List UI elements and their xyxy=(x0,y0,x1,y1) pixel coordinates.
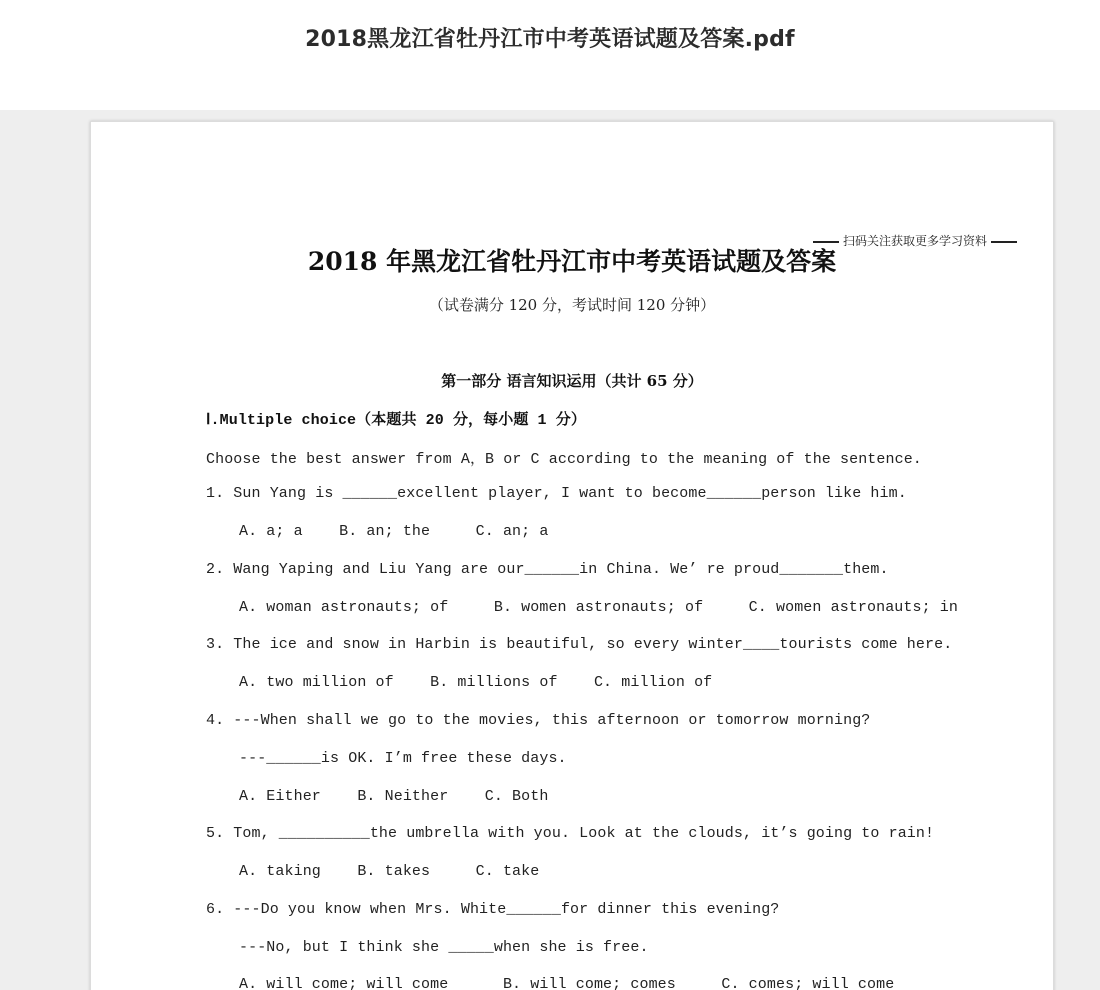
part-title: 第一部分 语言知识运用（共计 65 分） xyxy=(441,372,703,390)
question-4-stem: 4. ---When shall we go to the movies, this afternoon or tomorrow morning? xyxy=(206,712,871,729)
document-title: 2018 年黑龙江省牡丹江市中考英语试题及答案 xyxy=(307,247,837,276)
question-3-options: A. two million of B. millions of C. million of xyxy=(239,674,713,691)
pdf-viewer[interactable] xyxy=(0,110,1100,990)
question-5-options: A. taking B. takes C. take xyxy=(239,863,540,880)
question-5-stem: 5. Tom, __________the umbrella with you. Look at the clouds, it’s going to rain! xyxy=(206,825,935,842)
question-4-reply: ---______is OK. I’m free these days. xyxy=(239,750,567,767)
file-title: 2018黑龙江省牡丹江市中考英语试题及答案.pdf xyxy=(305,27,795,52)
question-3-stem: 3. The ice and snow in Harbin is beautiful, so every winter____tourists come here. xyxy=(206,636,953,653)
question-6-reply: ---No, but I think she _____when she is free. xyxy=(239,939,649,956)
section-title: Ⅰ.Multiple choice（本题共 20 分，每小题 1 分） xyxy=(206,412,586,429)
document-subtitle: （试卷满分 120 分，考试时间 120 分钟） xyxy=(428,296,716,314)
question-1-stem: 1. Sun Yang is ______excellent player, I want to become______person like him. xyxy=(206,485,907,502)
question-2-stem: 2. Wang Yaping and Liu Yang are our______in China. We’ re proud_______them. xyxy=(206,561,889,578)
instructions: Choose the best answer from A，B or C according to the meaning of the sentence. xyxy=(206,451,922,468)
question-2-options: A. woman astronauts; of B. women astronauts; of C. women astronauts; in xyxy=(239,599,959,616)
side-note-text: 扫码关注获取更多学习资料 xyxy=(843,234,988,248)
question-6-options: A. will come; will come B. will come; comes C. comes; will come xyxy=(239,976,895,990)
question-6-stem: 6. ---Do you know when Mrs. White______for dinner this evening? xyxy=(206,901,780,918)
question-4-options: A. Either B. Neither C. Both xyxy=(239,788,549,805)
question-1-options: A. a; a B. an; the C. an; a xyxy=(239,523,549,540)
pdf-page xyxy=(90,121,1054,990)
file-header xyxy=(0,0,1100,110)
